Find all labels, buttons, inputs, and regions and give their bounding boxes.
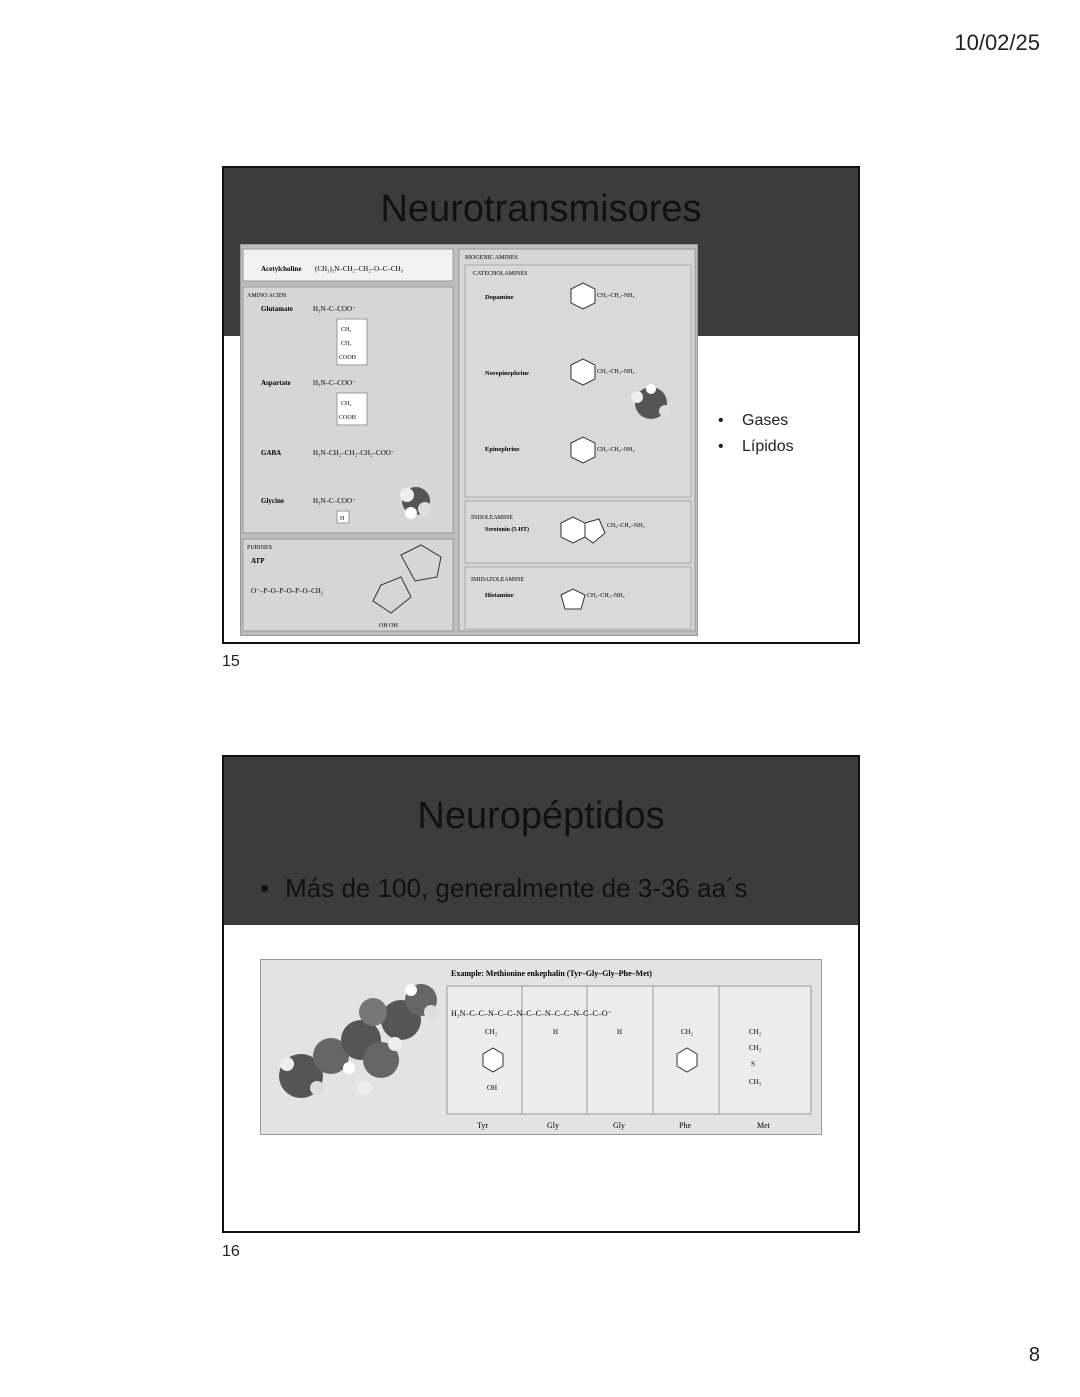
svg-text:H: H — [340, 516, 345, 522]
label-aspartate: Aspartate — [261, 379, 291, 387]
svg-text:CH₂: CH₂ — [681, 1028, 694, 1036]
label-gaba: GABA — [261, 449, 282, 457]
slide-title: Neurotransmisores — [380, 188, 702, 230]
enkephalin-figure — [260, 959, 822, 1135]
label-histamine: Histamine — [485, 592, 514, 599]
label-epinephrine: Epinephrine — [485, 446, 520, 453]
svg-text:S: S — [751, 1060, 755, 1068]
slide-title: Neuropéptidos — [417, 795, 665, 837]
svg-text:CH₂: CH₂ — [341, 327, 352, 333]
label-atp: ATP — [251, 557, 265, 565]
label-norepinephrine: Norepinephrine — [485, 370, 529, 377]
svg-text:CH₂–CH₂–NH₂: CH₂–CH₂–NH₂ — [597, 447, 635, 453]
bullet-gases: • Gases — [718, 412, 794, 430]
svg-text:H₃N–CH₂–CH₂–CH₂–COO⁻: H₃N–CH₂–CH₂–CH₂–COO⁻ — [313, 449, 395, 457]
residue-gly-2: Gly — [613, 1121, 625, 1130]
svg-text:OH OH: OH OH — [379, 623, 398, 629]
svg-text:O⁻–P–O–P–O–P–O–CH₂: O⁻–P–O–P–O–P–O–CH₂ — [251, 587, 324, 595]
svg-text:CH₂: CH₂ — [341, 401, 352, 407]
slide-number-16: 16 — [222, 1243, 240, 1260]
enkephalin-space-filling-model — [279, 984, 438, 1098]
enkephalin-example-label: Example: Methionine enkephalin (Tyr–Gly–Gly–Phe–Met) — [451, 969, 652, 978]
label-glutamate: Glutamate — [261, 305, 293, 313]
svg-text:OH: OH — [487, 1084, 498, 1092]
label-imidazoleamine: IMIDAZOLEAMINE — [471, 577, 524, 583]
label-serotonin: Serotonin (5-HT) — [485, 527, 530, 533]
bullet-lipidos: • Lípidos — [718, 438, 794, 456]
svg-text:H: H — [553, 1028, 559, 1036]
slide-bullet: • Más de 100, generalmente de 3-36 aa´s — [260, 873, 748, 904]
svg-text:CH₂–CH₂–NH₃: CH₂–CH₂–NH₃ — [597, 293, 635, 299]
slide-15 — [222, 166, 860, 644]
svg-text:(CH₃)₃N–CH₂–CH₂–O–C–CH₃: (CH₃)₃N–CH₂–CH₂–O–C–CH₃ — [315, 265, 404, 273]
svg-text:CH₂: CH₂ — [341, 341, 352, 347]
label-biogenic-amines: BIOGENIC AMINES — [465, 255, 518, 261]
svg-text:COOH: COOH — [339, 415, 357, 421]
svg-text:COOH: COOH — [339, 355, 357, 361]
svg-text:CH₂–CH₂–NH₃: CH₂–CH₂–NH₃ — [607, 523, 645, 529]
svg-text:CH₂–CH₂–NH₃: CH₂–CH₂–NH₃ — [597, 369, 635, 375]
svg-text:CH₂: CH₂ — [749, 1028, 762, 1036]
residue-gly-1: Gly — [547, 1121, 559, 1130]
svg-text:CH₂: CH₂ — [485, 1028, 498, 1036]
page-number: 8 — [1028, 1344, 1040, 1366]
label-catecholamines: CATECHOLAMINES — [473, 271, 528, 277]
label-acetylcholine: Acetylcholine — [261, 265, 302, 273]
svg-text:H₃N–C–COO⁻: H₃N–C–COO⁻ — [313, 379, 356, 387]
label-dopamine: Dopamine — [485, 294, 514, 301]
svg-text:CH₃: CH₃ — [749, 1078, 762, 1086]
label-amino-acids: AMINO ACIDS — [247, 293, 287, 299]
residue-phe: Phe — [679, 1121, 691, 1130]
svg-text:H₃N–C–COO⁻: H₃N–C–COO⁻ — [313, 305, 356, 313]
label-glycine: Glycine — [261, 497, 284, 505]
residue-tyr: Tyr — [477, 1121, 488, 1130]
svg-text:H: H — [617, 1028, 623, 1036]
neurotransmitter-figure — [240, 244, 698, 636]
svg-text:H₃N–C–COO⁻: H₃N–C–COO⁻ — [313, 497, 356, 505]
header-date: 10/02/25 — [954, 30, 1040, 55]
svg-text:CH₂–CH₂–NH₃: CH₂–CH₂–NH₃ — [587, 593, 625, 599]
bullet-list — [718, 412, 794, 464]
label-indoleamine: INDOLEAMINE — [471, 515, 513, 521]
slide-16 — [222, 755, 860, 1233]
svg-text:CH₂: CH₂ — [749, 1044, 762, 1052]
svg-text:H₃N–C–C–N–C–C–N–C–C–N–C–C–N–C–: H₃N–C–C–N–C–C–N–C–C–N–C–C–N–C–C–O⁻ — [451, 1009, 612, 1018]
label-purines: PURINES — [247, 545, 273, 551]
slide-number-15: 15 — [222, 653, 240, 670]
residue-met: Met — [757, 1121, 770, 1130]
